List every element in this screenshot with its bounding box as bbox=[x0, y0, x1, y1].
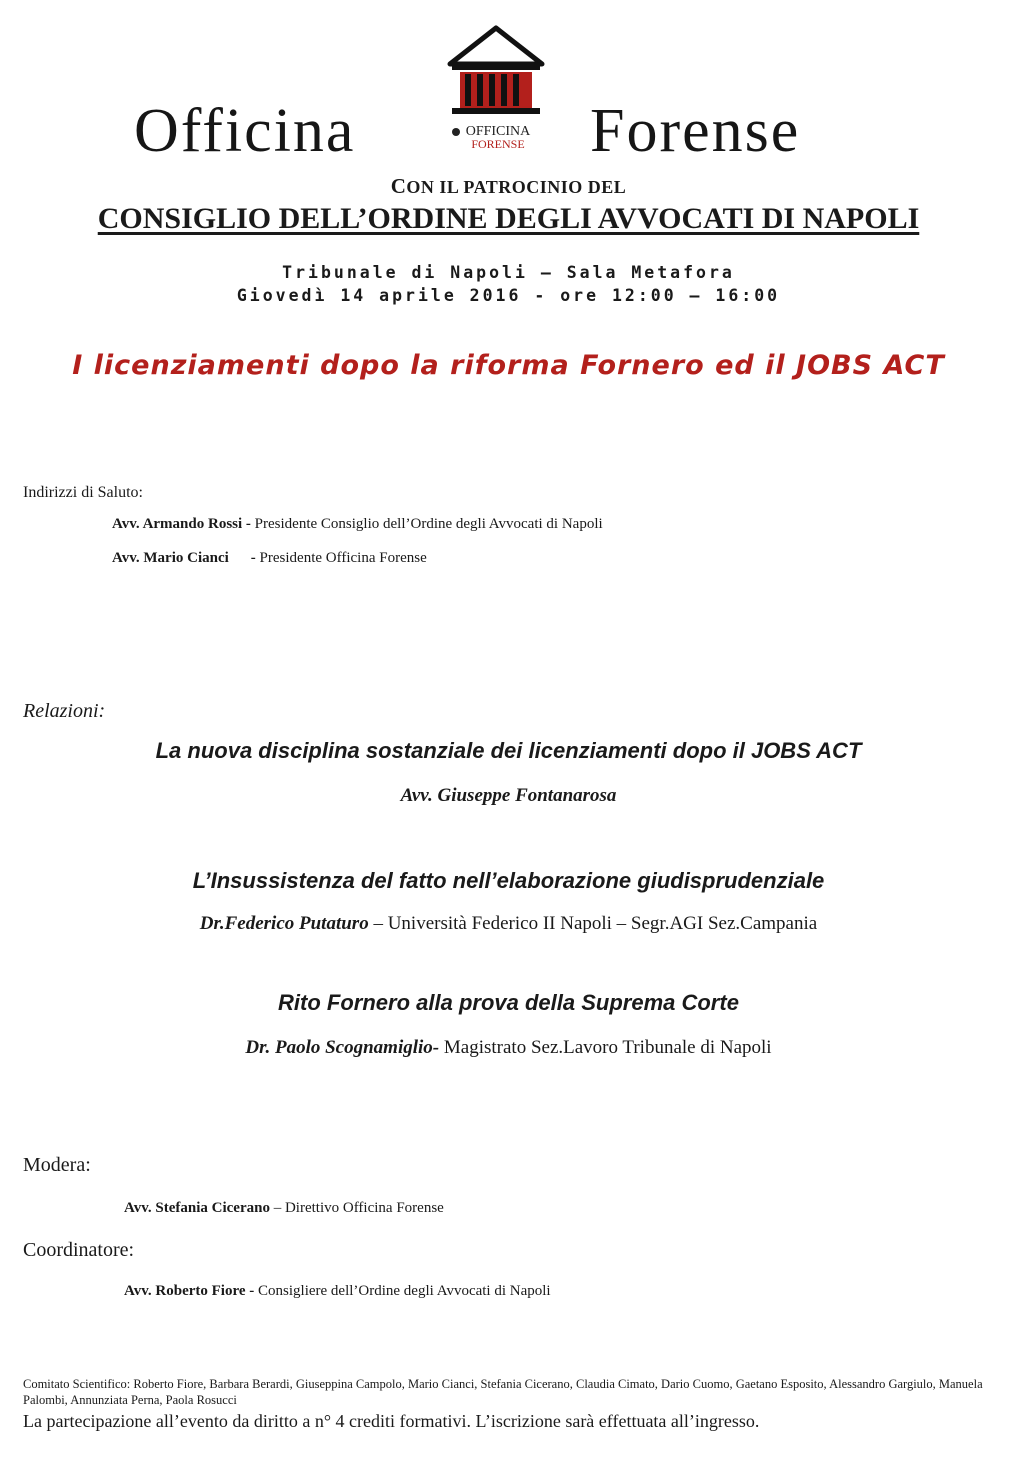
person-role: Presidente Officina Forense bbox=[259, 550, 427, 566]
talk-title-1: La nuova disciplina sostanziale dei licenziamenti dopo il JOBS ACT bbox=[155, 738, 862, 763]
logo-text-bottom: FORENSE bbox=[471, 137, 525, 151]
modera-label: Modera: bbox=[23, 1154, 91, 1176]
person-separator: – bbox=[269, 1200, 285, 1216]
person-separator: - bbox=[242, 516, 255, 532]
saluto-person-2 bbox=[112, 550, 427, 567]
talk-speaker-3 bbox=[0, 1037, 1017, 1059]
crediti-note: La partecipazione all’evento da diritto a n° 4 crediti formativi. L’iscrizione sarà effettuata all’ingresso. bbox=[23, 1411, 760, 1431]
talk-title-2: L’Insussistenza del fatto nell’elaborazione giudisprudenziale bbox=[192, 868, 825, 893]
person-name: Avv. Armando Rossi bbox=[112, 516, 243, 532]
talk-speaker-2 bbox=[0, 913, 1017, 935]
coordinatore-label: Coordinatore: bbox=[23, 1239, 135, 1261]
patrocinio-line bbox=[0, 174, 1017, 199]
speaker-affiliation: Magistrato Sez.Lavoro Tribunale di Napoli bbox=[439, 1037, 772, 1058]
coordinator bbox=[124, 1283, 551, 1300]
moderator bbox=[124, 1200, 444, 1217]
speaker-name: Avv. Giuseppe Fontanarosa bbox=[400, 785, 617, 806]
logo-text-top: OFFICINA bbox=[465, 124, 531, 139]
talk-speaker-1 bbox=[0, 785, 1017, 807]
patrocinio-rest: ON IL PATROCINIO DEL bbox=[406, 177, 627, 197]
person-separator: - bbox=[245, 1283, 259, 1299]
person-separator: - bbox=[250, 550, 260, 566]
person-name: Avv. Stefania Cicerano bbox=[124, 1200, 270, 1216]
person-role: Presidente Consiglio dell’Ordine degli Avvocati di Napoli bbox=[254, 516, 603, 532]
person-name: Avv. Roberto Fiore bbox=[124, 1283, 246, 1299]
patrocinio-initial: C bbox=[390, 174, 407, 198]
event-title: I licenziamenti dopo la riforma Fornero ed il JOBS ACT bbox=[72, 350, 945, 381]
relazioni-label: Relazioni: bbox=[23, 700, 106, 722]
date-line: Giovedì 14 aprile 2016 - ore 12:00 – 16:00 bbox=[236, 286, 781, 305]
saluto-person-1 bbox=[112, 516, 603, 533]
person-role: Direttivo Officina Forense bbox=[284, 1200, 444, 1216]
person-role: Consigliere dell’Ordine degli Avvocati di Napoli bbox=[258, 1283, 551, 1299]
person-name: Avv. Mario Cianci bbox=[112, 550, 229, 566]
speaker-name: Dr. Paolo Scognamiglio- bbox=[245, 1037, 440, 1058]
talk-title-3: Rito Fornero alla prova della Suprema Corte bbox=[278, 990, 739, 1015]
speaker-name: Dr.Federico Putaturo bbox=[199, 913, 369, 934]
gear-icon bbox=[452, 128, 460, 136]
consiglio-heading: CONSIGLIO DELL’ORDINE DEGLI AVVOCATI DI NAPOLI bbox=[97, 202, 920, 235]
brand-word-officina: Officina bbox=[134, 97, 356, 165]
officina-forense-logo bbox=[446, 24, 546, 154]
speaker-affiliation: – Università Federico II Napoli – Segr.AGI Sez.Campania bbox=[368, 913, 818, 934]
saluto-label: Indirizzi di Saluto: bbox=[23, 484, 143, 501]
comitato-scientifico: Comitato Scientifico: Roberto Fiore, Barbara Berardi, Giuseppina Campolo, Mario Cianci, Stefania Cicerano, Claudia Cimato, Dario Cuomo, Gaetano Esposito, Alessandro Gargiulo, Manuela Palombi, Annunziata Perna, Paola Rosucci bbox=[23, 1377, 983, 1407]
venue-line: Tribunale di Napoli – Sala Metafora bbox=[282, 263, 735, 282]
brand-word-forense: Forense bbox=[590, 97, 801, 165]
